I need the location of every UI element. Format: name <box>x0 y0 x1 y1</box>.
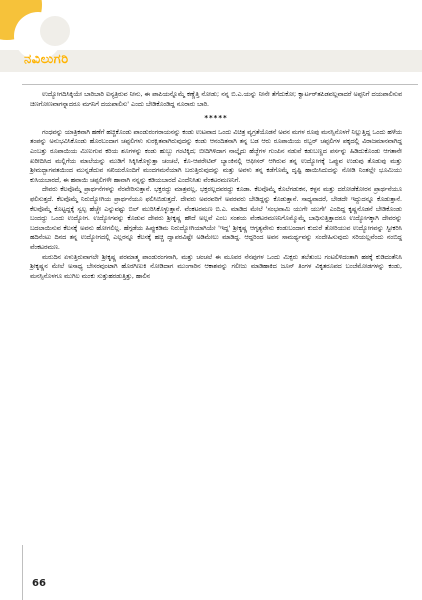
paragraph: ಮರುದಿನ ಏಳುತ್ತಿರುವಾಗಲೇ ಶ್ರೀಕೃಷ್ಣ ಪರಮಾತ್ಮ ಪಾಂಡುರಂಗನಾಗಿ, ಮತ್ತು ಚಂಚಲೆ ಈ ಮೂವರ ನೆನಪುಗಳ ಒಂದು ಮಿಕ್ಸರು ತಲೆತುಂಬ ಗಂಟಲಿಳಿದಂತಾಗಿ ಹಠಕ್ಕೆ ಕುಡಿದಂತೆನಿಸಿ ಶ್ರೀಕೃಷ್ಣನ ಮೇಲೆ ಅಸಾಧ್ಯ ಬೇಸರವುಂಟಾಗಿ ಹೊರಗಿಣುಕಿ ನೋಡಿದಾಗ ಮುಂಗಾರಿನ ಆಕಾಶವನ್ನು ಗಲೀಜು ಮಾಡಿಹಾಕಿದ ಜೂನ್ ತಿಂಗಳ ವಿಕೃತರೂಪದ ಬಂಜೆಮೋಡಗಳನ್ನು ಕಂಡು, ಮನಸ್ಸಿನೊಳಗೂ ಮುಗಿಲ ಮಂಕು ಸುತ್ತುಹರಡುತ್ತಿತ್ತು, ಹಾಲಿನ <box>30 253 402 280</box>
paragraph: ಗಂಧವನ್ನು ಯಾತ್ರಿಕವಾಗಿ ಹಣೆಗೆ ಹಚ್ಚಿಕೊಂಡು ಪಾಂಡುರಂಗರಾಯನನ್ನು ಕಂಡು ಉಟವಾದ ಒಂದು ವಿಚಿತ್ರ ವ್ಯಗ್ರತೆಯೊಡನೆ ಅವನ ಮಗಳ ರೂಪು ಮನಸ್ಸಿನೊಳಗೆ ನಿಲ್ಲುತ್ತಿದ್ದ ಒಂದು ಹಳೆಯ ತಂಪನ್ನು ಅನುಭವಿಸಿಕೊಂಡು ಹೊರಬಂದಾಗ ಚಪ್ಪಲಿಗಳು ಸುರಕ್ಷಿತವಾಗಿರುವುದನ್ನು ಕಂಡು ಆನಂದಿತನಾಗಿ ತನ್ನ ಬಡ ಆರು ರೂಪಾಯಿಯ ರಬ್ಬರ್ ಚಪ್ಪಲಿಗಳ ಪಕ್ಕದಲ್ಲಿ ವಿರಾಜಮಾನವಾಗಿದ್ದ ಎಂಬತ್ತು ರೂಪಾಯಿಯ ಮಿಣುಗುವ ಕರಿಯ ಶೂಗಳನ್ನು ಕಂಡು ಹುಬ್ಬು ಗಂಟಿಕ್ಕಿದ; ಬೀದಿಗಿಳಿದಾಗ ನಾಲ್ಕೈದು ಹೆಜ್ಜೆಗಳ ಗುಂಪಿನ ನಡುವೆ ಕಡುಬಣ್ಣದ ಪರ್ಸನ್ನು ಹಿಡಿದುಕೊಂಡು ಆಗತಾನೇ ಖರೀದಿಸಿದ ಮಲ್ಲಿಗೆಯ ಮಾಲೆಯನ್ನು ಮುಡಿಗೆ ಸಿಕ್ಕಿಸಿಕೊಳ್ಳುತ್ತಾ ಚಂಚಲೆ, ಕೊ-ಆಪರೇಟಿವ್ ಬ್ಯಾಂಕಿನಲ್ಲಿ ಆಫೀಸರ್ ಆಗಿರುವ ತನ್ನ ಉದ್ಯೋಗಕ್ಕೆ ಒಪ್ಪುವ ಉಡುಪು ತೊಡುವು ಮತ್ತು ಶ್ರೀಮದ್ಭಾಗವತಯಿಂದ ಮುನ್ನಡೆದುವ ಸಖಿಯರೊಂದಿಗೆ ಮಂದಗಮನೆಯಾಗಿ ಬರುತ್ತಿರುವುದನ್ನು ಮತ್ತು ಅವಳು ತನ್ನ ಕಡೆಗೊಮ್ಮೆ ದೃಷ್ಟಿ ಹಾಯಿಸಿದುದನ್ನು ನೋಡಿ ನಿಂತಲ್ಲೇ ಭೂಮಿಯು ಕುಸಿಯಬಾರದೆ, ಈ ಹವಾಯಿ ಚಪ್ಪಲಿಗಳೇ ಹಾವಾಗಿ ನನ್ನನ್ನು ಕಡಿಯಬಾರದೆ ಎಂದೆನಿಸಿತು ವೆಂಕಟರಮಣನಿಗೆ. <box>30 128 402 184</box>
paragraph: ದೇವರು ಕೆಲವೊಮ್ಮೆ ಪ್ರಾರ್ಥನೆಗಳನ್ನು ನೆರವೇರಿಸುತ್ತಾನೆ. ಭಕ್ತರದ್ದು ಮಾತ್ರವಲ್ಲ, ಭಕ್ತರಲ್ಲದವರದ್ದು ಕೂಡಾ. ಕೆಲವೊಮ್ಮೆ ಕೊಲೆಗಡುಕನ, ಕಳ್ಳನ ಮತ್ತು ದರೋಡೆಕೋರನ ಪ್ರಾರ್ಥನೆಯೂ ಫಲಿಸುತ್ತದೆ. ಕೆಲವೊಮ್ಮೆ ನಿರುದ್ಯೋಗಿಯ ಪ್ರಾರ್ಥನೆಯೂ ಫಲಿಸಿಬಿಡುತ್ತದೆ. ದೇವರು ಅವರವರಿಗೆ ಅವರವರು ಬೇಡಿದ್ದನ್ನು ಕೊಡುತ್ತಾನೆ. ಸಾಧ್ಯವಾದರೆ, ಬೇಡದೇ ಇದ್ದುದನ್ನೂ ಕೊಡುತ್ತಾನೆ. ಕೆಲವೊಮ್ಮೆ ಕೊಟ್ಟದ್ದಕ್ಕೆ ಸ್ವಲ್ಪ ಹೆಚ್ಚೇ ಎನ್ನುವಷ್ಟು ಬಿಲ್ ಮುರಿಸಿಕೊಳ್ಳುತ್ತಾನೆ. ವೆಂಕಟರಮಣ ಬಿ.ಎ. ಮಾಡಿದ ಮೇಲೆ 'ಸಂಭವಾಮಿ ಯುಗೇ ಯುಗೇ' ಎಂದಿದ್ದ ಕೃಷ್ಣನೊಡನೆ ಬೇಡಿಕೊಂಡು ಬಂದದ್ದು ಒಂದು ಉದ್ಯೋಗ. ಉದ್ಯೋಗವನ್ನು ಕೊಡುವ ದೇವರು ಶ್ರೀಕೃಷ್ಣ ಹೌದೆ ಅಲ್ಲವೆ ಎಂಬ ಸಂಶಯ ವೆಂಕಟರಮಣನಿಗೊಮ್ಮೊಮ್ಮೆ ಬಾಧಿಸುತ್ತಿತ್ತಾದರೂ ಉದ್ಯೋಗಕ್ಕಾಗಿ ದೇವರನ್ನು ಬದಲಾಯಿಸುವ ಕೆಲಸಕ್ಕೆ ಅವನು ಹೋಗಲಿಲ್ಲ. ಹೆಗ್ಗಡೆಯ ಹಿಪ್ಪುಕಡಿಮ ನಿರುದ್ಯೋಗಿಯಾಗಿಯೇ 'ಇದ್ದ' ಶ್ರೀಕೃಷ್ಣ ಆಗೃತ್ಯವೇನು ಕಂಡುಬಂದಾಗ ಕುದುರೆ ತೋರಿಯುವ ಉದ್ಯೋಗವನ್ನು ಸ್ವೀಕರಿಸಿ ಹದಿನೆಂಟು ದಿನದ ತನ್ನ ಉದ್ಯೋಗದಲ್ಲಿ ಎಲ್ಲರನ್ನೂ ಕೆಲಸಕ್ಕೆ ಹಚ್ಚಿ ದ್ವಾಪರವಿಷ್ಟೇ ಅಡಿಮೇಲು ಮಾಡಿದ್ದ. ಆದ್ದರಿಂದ ಅವನ ಸಾಮರ್ಥ್ಯವನ್ನು ಸಂದೇಹಿಸುವುದು ಸರಿಯಲ್ಲವೆಂದು ನಂಬಿದ್ದ ವೆಂಕಟರಮಣ. <box>30 186 402 251</box>
page-number: 66 <box>32 578 46 589</box>
section-break-stars: ***** <box>204 114 228 123</box>
section-title: ನವಿಲುಗರಿ <box>24 52 69 67</box>
body-text <box>30 90 402 281</box>
decorative-gray-circle <box>40 16 70 46</box>
paragraph: ಉದ್ಯೋಗದಿಸಿಕ್ಕಿಯೇ ಬಾರಿಬಾರಿ ಐನ್ಯತ್ರಿರುವ ನೀನು, ಈ ಪಾಪಿಯನ್ನೊಮ್ಮೆ ಕಣ್ಣೆತ್ತಿ ನೋಡು; ನನ್ನ ಬಿ.ಎ.ಯನ್ನು ನೀನೇ ತೆಗೆದುಕೋ; ಕ್ವಾರ್ಟರ್‌ತಪಿಡವಲ್ಲವಾದರೆ ಅಪ್ಪನಿಗೆ ದಯಪಾಲಿಸುವ ಚಿಣಗೋಣವಾಗನ್ನಾದರೂ ಮಗನಿಗೆ ದಯಪಾಲಿಸು' ಎಂದು ಬೇಡಿಕೊಂಡಿದ್ದ ನೂರಾರು ಬಾರಿ. <box>30 91 402 108</box>
header-divider <box>22 84 418 85</box>
footer-rule <box>22 545 23 600</box>
